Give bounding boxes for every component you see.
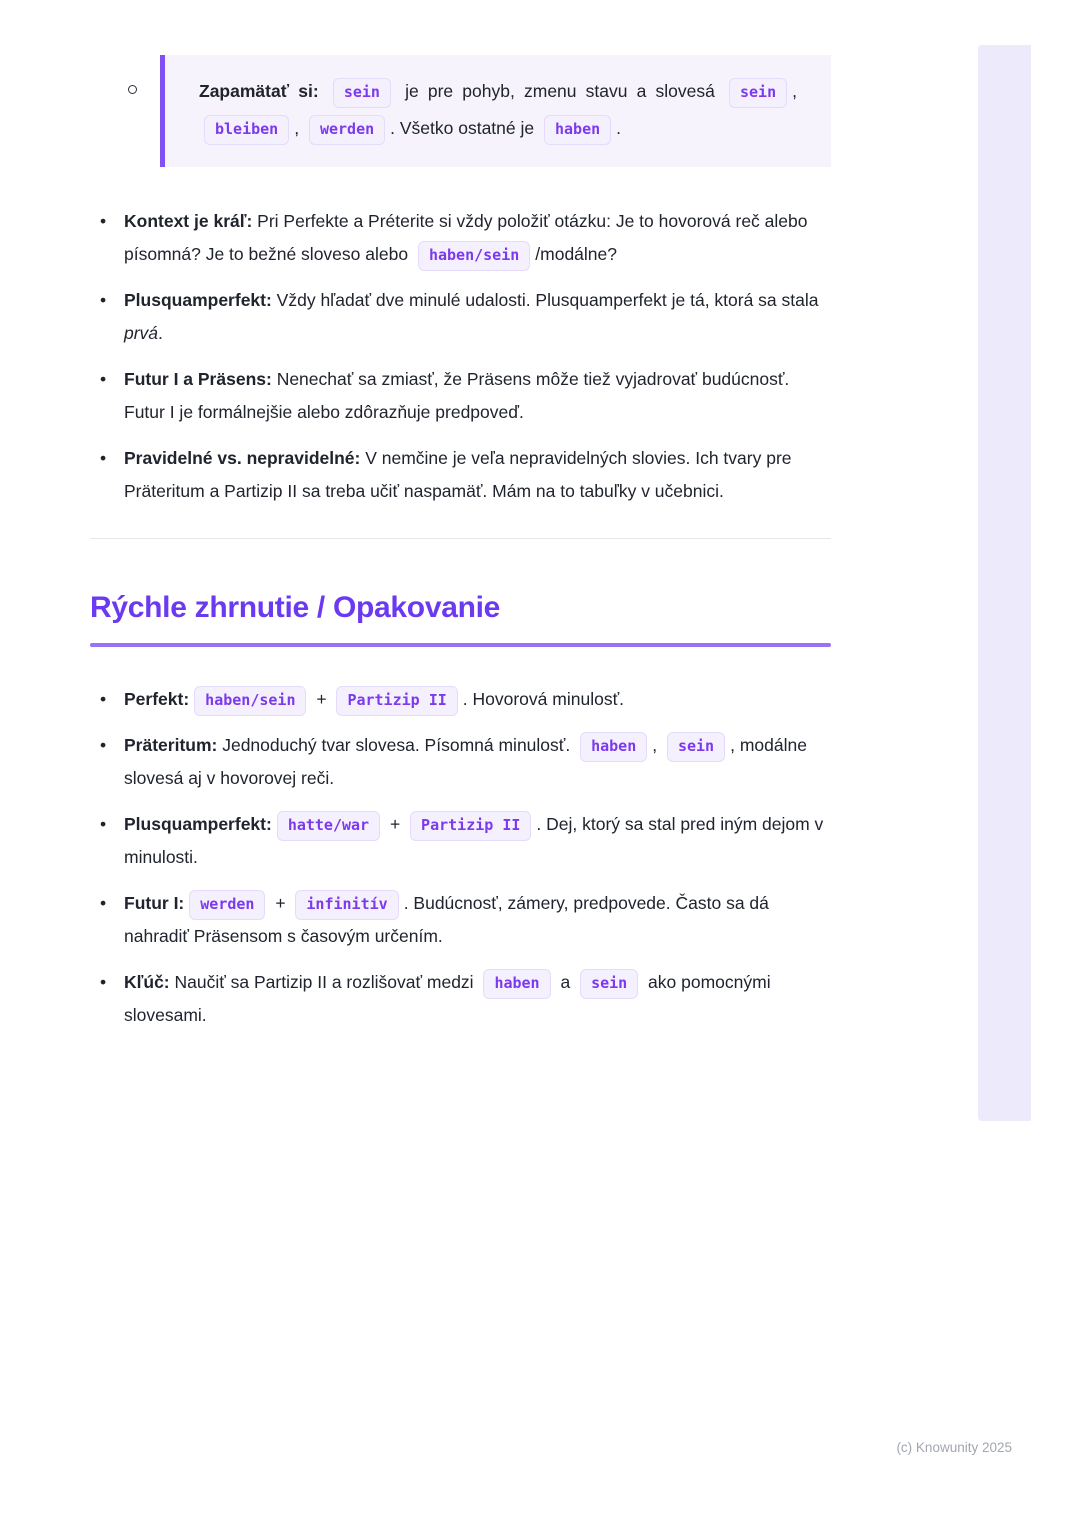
bold-text: Kontext je kráľ: <box>124 211 253 231</box>
body-text: , <box>792 81 797 101</box>
list-item-text <box>124 683 831 716</box>
section-heading: Rýchle zhrnutie / Opakovanie <box>90 591 501 624</box>
inline-code-chip: haben <box>544 115 611 145</box>
inline-code-chip: bleiben <box>204 115 289 145</box>
document-page <box>90 55 831 1045</box>
inline-code-chip: haben/sein <box>418 241 530 271</box>
list-item-text <box>124 729 831 795</box>
bold-text: Pravidelné vs. nepravidelné: <box>124 448 361 468</box>
body-text: . Hovorová minulosť. <box>462 689 624 709</box>
heading-underline <box>90 643 831 647</box>
inline-code-chip: sein <box>729 78 787 108</box>
list-item-text <box>124 284 831 350</box>
inline-code-chip: sein <box>667 732 725 762</box>
list-item <box>90 363 831 429</box>
bold-text: Perfekt: <box>124 689 190 709</box>
inline-code-chip: Partizip II <box>410 811 531 841</box>
next-page-preview[interactable] <box>978 45 1031 1121</box>
body-text: ako pomocnými slovesami. <box>124 972 771 1025</box>
list-item <box>90 442 831 508</box>
inline-code-chip: werden <box>189 890 265 920</box>
bold-text: Futur I: <box>124 893 185 913</box>
body-text: Pri Perfekte a Préterite si vždy položiť otázku: Je to hovorová reč alebo písomná? Je to bežné sloveso alebo <box>124 211 808 264</box>
body-text: , modálne slovesá aj v hovorovej reči. <box>124 735 807 788</box>
body-text: + <box>270 893 291 913</box>
list-item <box>90 887 831 953</box>
inline-code-chip: haben <box>483 969 550 999</box>
body-text: Vždy hľadať dve minulé udalosti. Plusquamperfekt je tá, ktorá sa stala <box>271 290 819 310</box>
inline-code-chip: haben <box>580 732 647 762</box>
body-text: je pre pohyb, zmenu stavu a slovesá <box>395 81 724 101</box>
list-item <box>90 284 831 350</box>
inline-code-chip: hatte/war <box>277 811 380 841</box>
callout-note <box>160 55 831 167</box>
bold-text: Kľúč: <box>124 972 170 992</box>
body-text: + <box>385 814 406 834</box>
list-item-text <box>124 363 831 429</box>
body-text: V nemčine je veľa nepravidelných slovies. Ich tvary pre Präteritum a Partizip II sa treba učiť naspamäť. Mám na to tabuľky v učebnici. <box>124 448 792 501</box>
section-divider <box>90 538 831 539</box>
callout-marker-column <box>90 55 160 167</box>
inline-code-chip: Partizip II <box>336 686 457 716</box>
list-item-text <box>124 808 831 874</box>
circle-bullet-icon <box>128 85 137 94</box>
list-item-text <box>124 205 831 271</box>
bold-text: Plusquamperfekt: <box>124 814 272 834</box>
body-text: Nenechať sa zmiasť, že Präsens môže tiež vyjadrovať budúcnosť. Futur I je formálnejšie alebo zdôrazňuje predpoveď. <box>124 369 790 422</box>
body-text: . Budúcnosť, zámery, predpovede. Často sa dá nahradiť Präsensom s časovým určením. <box>124 893 769 946</box>
bold-text: Präteritum: <box>124 735 218 755</box>
inline-code-chip: werden <box>309 115 385 145</box>
list-item-text <box>124 442 831 508</box>
body-text: , <box>294 118 304 138</box>
body-text: Naučiť sa Partizip II a rozlišovať medzi <box>169 972 479 992</box>
copyright-footer: (c) Knowunity 2025 <box>896 1440 1012 1455</box>
callout-row <box>90 55 831 167</box>
inline-code-chip: haben/sein <box>194 686 306 716</box>
body-text: . Dej, ktorý sa stal pred iným dejom v minulosti. <box>124 814 824 867</box>
summary-list <box>90 683 831 1032</box>
body-text: a <box>555 972 576 992</box>
inline-code-chip: sein <box>580 969 638 999</box>
body-text: /modálne? <box>535 244 617 264</box>
body-text: Jednoduchý tvar slovesa. Písomná minulosť. <box>217 735 576 755</box>
list-item-text <box>124 887 831 953</box>
list-item <box>90 683 831 716</box>
callout-text <box>199 73 797 147</box>
inline-code-chip: sein <box>333 78 391 108</box>
inline-code-chip: infinitív <box>295 890 398 920</box>
body-text: . <box>616 118 622 138</box>
body-text: + <box>311 689 332 709</box>
italic-text: prvá <box>124 323 159 343</box>
bold-text: Futur I a Präsens: <box>124 369 272 389</box>
list-item <box>90 729 831 795</box>
bold-text: Zapamätať si: <box>199 81 328 101</box>
body-text: . Všetko ostatné je <box>390 118 539 138</box>
bold-text: Plusquamperfekt: <box>124 290 272 310</box>
list-item <box>90 808 831 874</box>
list-item-text <box>124 966 831 1032</box>
body-text: , <box>652 735 662 755</box>
list-item <box>90 205 831 271</box>
summary-section-header <box>90 589 831 647</box>
list-item <box>90 966 831 1032</box>
tips-list <box>90 205 831 508</box>
body-text: . <box>158 323 163 343</box>
